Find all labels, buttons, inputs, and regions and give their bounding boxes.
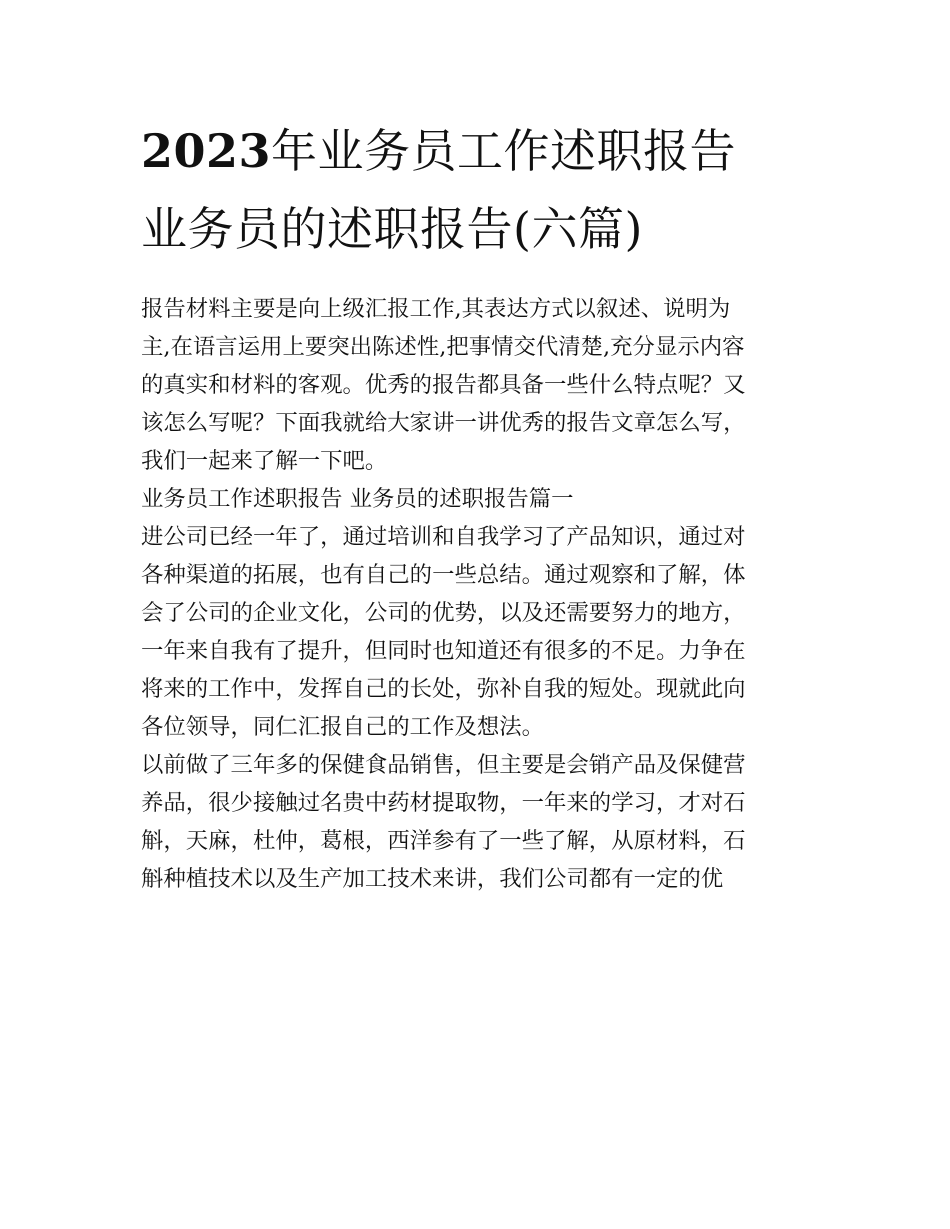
body-paragraph [141,746,813,898]
text-line: 一年来自我有了提升，但同时也知道还有很多的不足。力争在 [141,638,746,664]
text-line: 斛，天麻，杜仲，葛根，西洋参有了一些了解，从原材料，石 [141,828,746,854]
text-line: 的真实和材料的客观。优秀的报告都具备一些什么特点呢？又 [141,372,746,398]
title-line-1 [141,112,813,190]
text-line: 以前做了三年多的保健食品销售，但主要是会销产品及保健营 [141,752,746,778]
text-line: 业务员工作述职报告 业务员的述职报告篇一 [141,486,574,512]
document-page [141,112,813,898]
body-paragraph [141,518,813,746]
text-line: 报告材料主要是向上级汇报工作,其表达方式以叙述、说明为 [141,296,731,322]
text-line: 将来的工作中，发挥自己的长处，弥补自我的短处。现就此向 [141,676,746,702]
title-line-1-text: 年业务员工作述职报告 [271,124,737,178]
section-heading [141,480,813,518]
text-line: 会了公司的企业文化，公司的优势，以及还需要努力的地方， [141,600,746,626]
text-line: 我们一起来了解一下吧。 [141,448,388,474]
document-body [141,290,813,898]
text-line: 斛种植技术以及生产加工技术来讲，我们公司都有一定的优 [141,866,724,892]
title-year: 2023 [141,124,272,178]
text-line: 各种渠道的拓展，也有自己的一些总结。通过观察和了解，体 [141,562,746,588]
text-line: 进公司已经一年了，通过培训和自我学习了产品知识，通过对 [141,524,746,550]
intro-paragraph [141,290,813,480]
document-title [141,112,813,268]
text-line: 各位领导，同仁汇报自己的工作及想法。 [141,714,545,740]
title-line-2: 业务员的述职报告(六篇) [141,202,643,256]
text-line: 主,在语言运用上要突出陈述性,把事情交代清楚,充分显示内容 [141,334,745,360]
text-line: 该怎么写呢？下面我就给大家讲一讲优秀的报告文章怎么写， [141,410,746,436]
text-line: 养品，很少接触过名贵中药材提取物，一年来的学习，才对石 [141,790,746,816]
